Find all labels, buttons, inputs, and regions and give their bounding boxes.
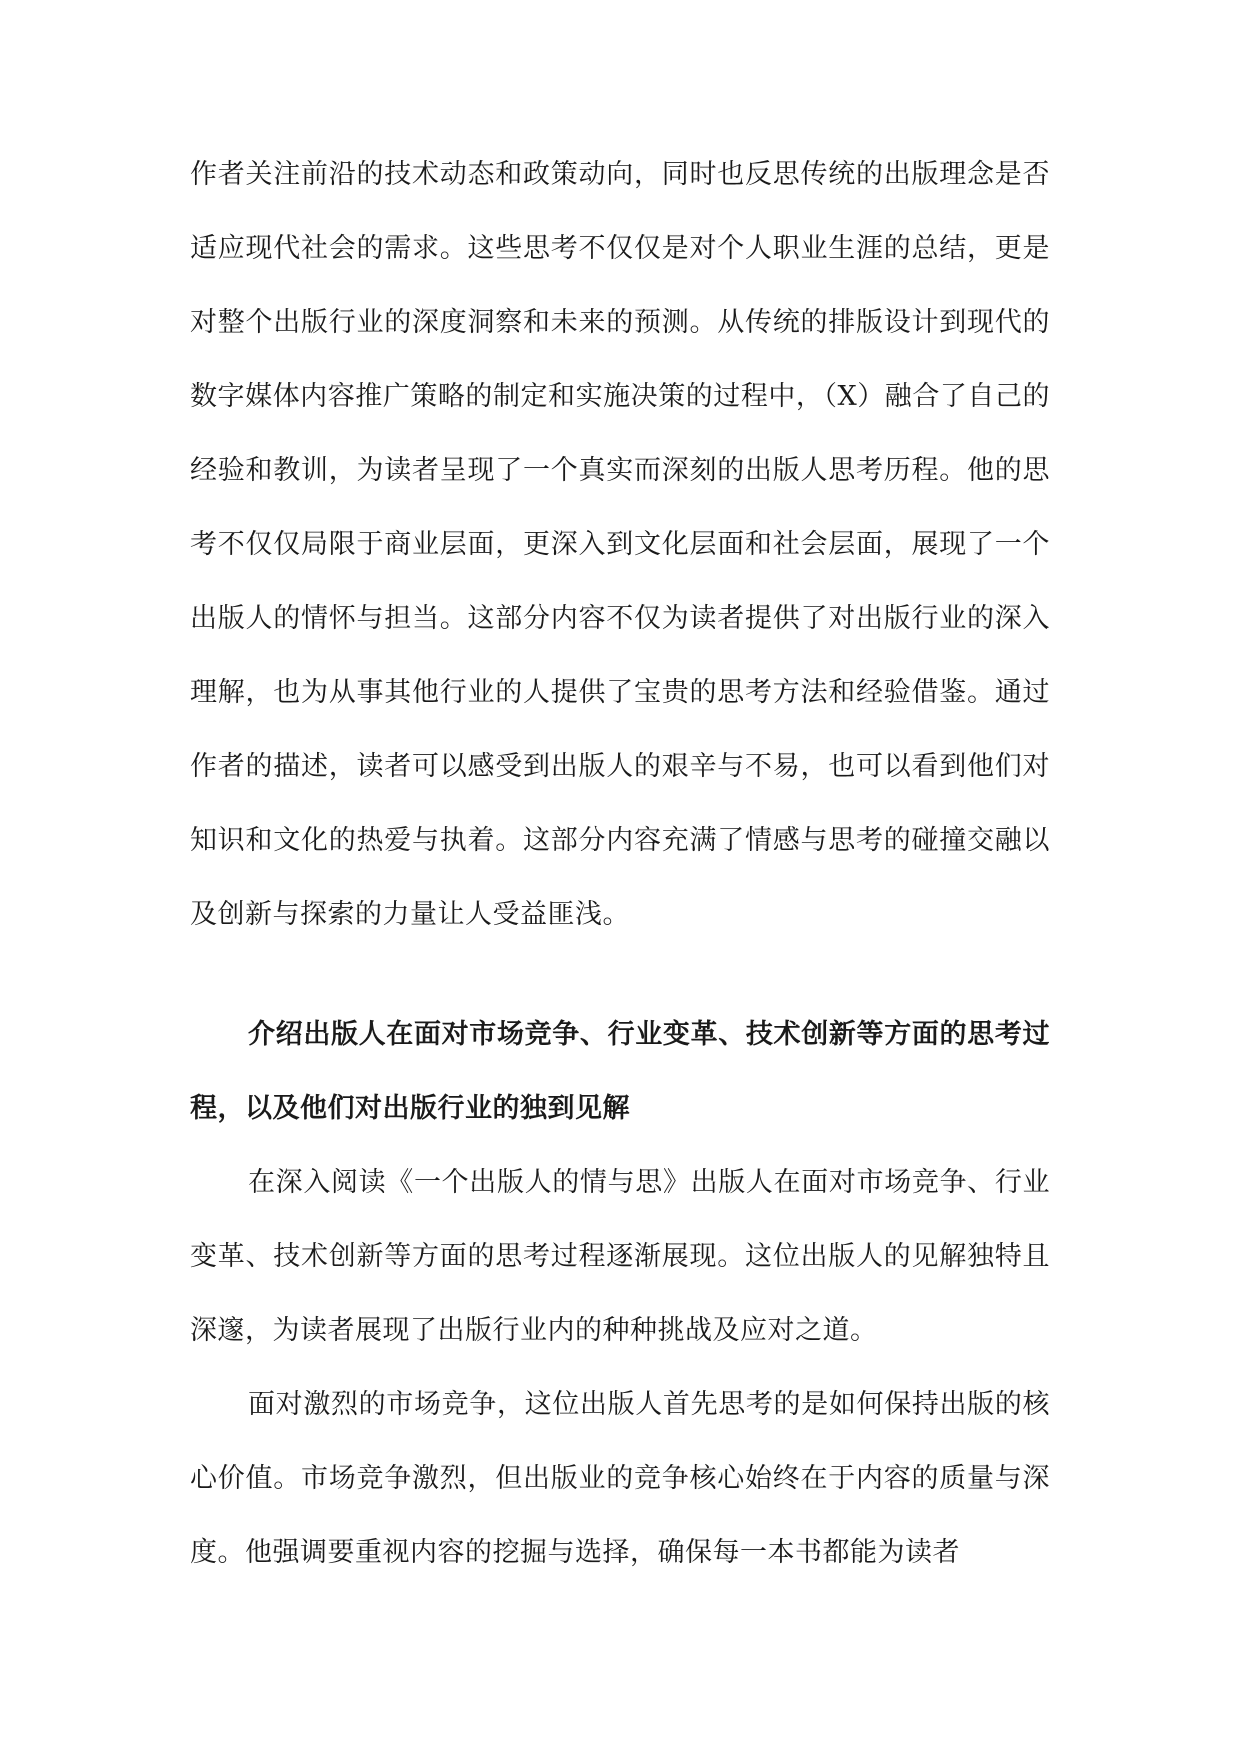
document-body (190, 138, 1050, 1590)
body-paragraph-3: 面对激烈的市场竞争，这位出版人首先思考的是如何保持出版的核心价值。市场竞争激烈，但出版业的竞争核心始终在于内容的质量与深度。他强调要重视内容的挖掘与选择，确保每一本书都能为读者 (190, 1389, 1050, 1568)
body-paragraph-1: 作者关注前沿的技术动态和政策动向，同时也反思传统的出版理念是否适应现代社会的需求。这些思考不仅仅是对个人职业生涯的总结，更是对整个出版行业的深度洞察和未来的预测。从传统的排版设计到现代的数字媒体内容推广策略的制定和实施决策的过程中，（X）融合了自己的经验和教训，为读者呈现了一个真实而深刻的出版人思考历程。他的思考不仅仅局限于商业层面，更深入到文化层面和社会层面，展现了一个出版人的情怀与担当。这部分内容不仅为读者提供了对出版行业的深入理解，也为从事其他行业的人提供了宝贵的思考方法和经验借鉴。通过作者的描述，读者可以感受到出版人的艰辛与不易，也可以看到他们对知识和文化的热爱与执着。这部分内容充满了情感与思考的碰撞交融以及创新与探索的力量让人受益匪浅。 (190, 159, 1050, 930)
body-paragraph-2: 在深入阅读《一个出版人的情与思》出版人在面对市场竞争、行业变革、技术创新等方面的思考过程逐渐展现。这位出版人的见解独特且深邃，为读者展现了出版行业内的种种挑战及应对之道。 (190, 1167, 1050, 1346)
section-heading: 介绍出版人在面对市场竞争、行业变革、技术创新等方面的思考过程，以及他们对出版行业的独到见解 (190, 1019, 1050, 1124)
